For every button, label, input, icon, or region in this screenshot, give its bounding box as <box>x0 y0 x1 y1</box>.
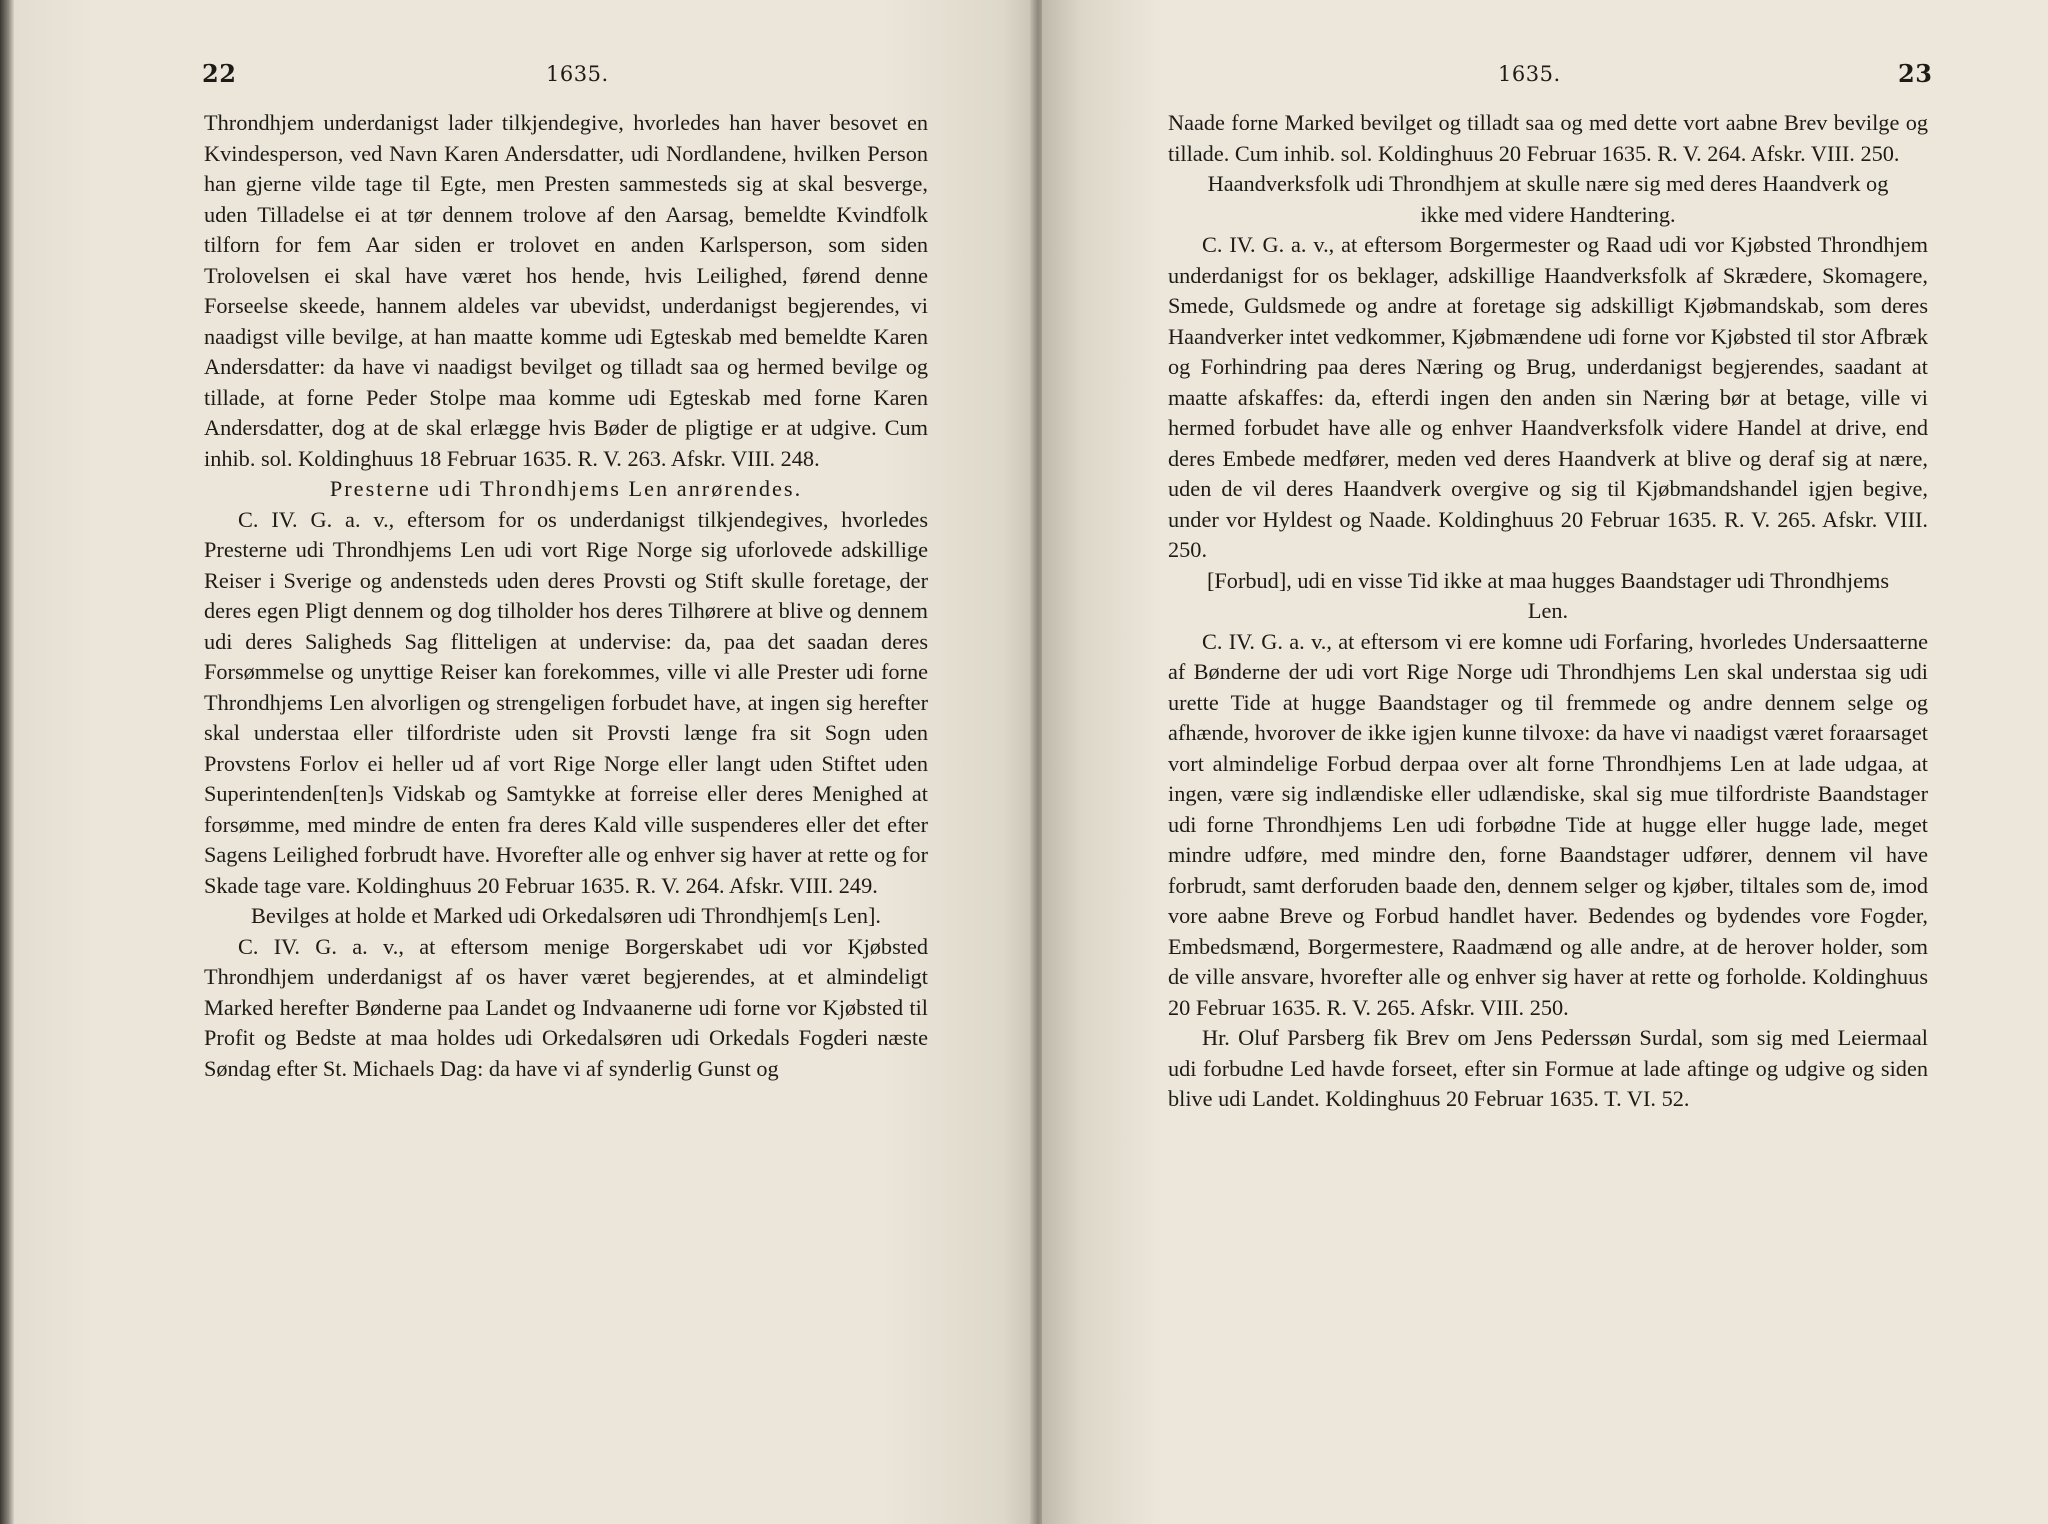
left-page-text <box>204 108 928 1084</box>
paragraph: Hr. Oluf Parsberg fik Brev om Jens Pederssøn Surdal, som sig med Leiermaal udi forbudne Led havde forseet, efter sin Formue at lade aftinge og udgive og siden blive udi Landet. Koldinghuus 20 Februar 1635. T. VI. 52. <box>1168 1025 1928 1111</box>
right-running-head: 1635. <box>1498 62 1561 86</box>
paragraph: Throndhjem underdanigst lader tilkjendegive, hvorledes han haver besovet en Kvindesperson, ved Navn Karen Andersdatter, udi Nordlandene, hvilken Person han gjerne vilde tage til Egte, men Presten sammesteds sig at skal besverge, uden Tilladelse ei at tør dennem trolove af den Aarsag, bemeldte Kvindfolk tilforn for fem Aar siden er trolovet en anden Karlsperson, som siden Trolovelsen ei skal have været hos hende, hvis Leilighed, førend denne Forseelse skeede, hannem aldeles var ubevidst, underdanigst begjerendes, vi naadigst ville bevilge, at han maatte komme udi Egteskab med bemeldte Karen Andersdatter: da have vi naadigst bevilget og tilladt saa og hermed bevilge og tillade, at forne Peder Stolpe maa komme udi Egteskab med forne Karen Andersdatter, dog at de skal erlægge hvis Bøder de pligtige er at udgive. Cum inhib. sol. Koldinghuus 18 Februar 1635. R. V. 263. Afskr. VIII. 248. <box>204 110 928 471</box>
right-page <box>1042 0 2048 1524</box>
paragraph: C. IV. G. a. v., at eftersom Borgermester og Raad udi vor Kjøbsted Throndhjem underdanigst for os beklager, adskillige Haandverksfolk af Skrædere, Skomagere, Smede, Guldsmede og andre at foretage sig adskilligt Kjøbmandskab, som deres Haandverker intet vedkommer, Kjøbmændene udi forne vor Kjøbsted til stor Afbræk og Forhindring paa deres Næring og Brug, underdanigst begjerendes, saadant at maatte afskaffes: da, efterdi ingen den anden sin Næring bør at betage, ville vi hermed forbudet have alle og enhver Haandverksfolk videre Handel at drive, end deres Embede medfører, meden ved deres Haandverk at blive og deraf sig at nære, uden de vil deres Haandverk overgive og sig til Kjøbmandshandel igjen begive, under vor Hyldest og Naade. Koldinghuus 20 Februar 1635. R. V. 265. Afskr. VIII. 250. <box>1168 232 1928 562</box>
section-heading: Bevilges at holde et Marked udi Orkedalsøren udi Throndhjem[s Len]. <box>251 903 881 928</box>
section-heading: Haandverksfolk udi Throndhjem at skulle nære sig med deres Haandverk og ikke med videre Handtering. <box>1207 171 1889 227</box>
paragraph: C. IV. G. a. v., eftersom for os underdanigst tilkjendegives, hvorledes Presterne udi Throndhjems Len udi vort Rige Norge sig uforlovede adskillige Reiser i Sverige og andensteds uden deres Provsti og Stift skulle foretage, der deres egen Pligt dennem og dog tilholder hos deres Tilhørere at blive og dennem udi deres Saligheds Sag flitteligen at undervise: da, paa det saadan deres Forsømmelse og unyttige Reiser kan forekommes, ville vi alle Prester udi forne Throndhjems Len alvorligen og strengeligen forbudet have, at ingen sig herefter skal understaa eller tilfordriste uden sit Provsti længe fra sit Sogn uden Provstens Forlov ei heller ud af vort Rige Norge eller langt uden Stiftet uden Superintenden[ten]s Vidskab og Samtykke at forreise eller deres Menighed at forsømme, med mindre de enten fra deres Kald ville suspenderes eller det efter Sagens Leilighed forbrudt have. Hvorefter alle og enhver sig haver at rette og for Skade tage vare. Koldinghuus 20 Februar 1635. R. V. 264. Afskr. VIII. 249. <box>204 506 928 898</box>
paragraph: Naade forne Marked bevilget og tilladt saa og med dette vort aabne Brev bevilge og tillade. Cum inhib. sol. Koldinghuus 20 Februar 1635. R. V. 264. Afskr. VIII. 250. <box>1168 110 1928 166</box>
section-heading: [Forbud], udi en visse Tid ikke at maa hugges Baandstager udi Throndhjems Len. <box>1206 567 1890 623</box>
section-heading: Presterne udi Throndhjems Len anrørendes. <box>329 476 803 501</box>
right-page-text <box>1168 108 1928 1115</box>
left-page-number: 22 <box>202 59 237 88</box>
book-edge <box>0 0 14 1524</box>
left-page <box>14 0 1034 1524</box>
paragraph: C. IV. G. a. v., at eftersom menige Borgerskabet udi vor Kjøbsted Throndhjem underdanigst af os haver været begjerendes, at et almindeligt Marked herefter Bønderne paa Landet og Indvaanerne udi forne vor Kjøbsted til Profit og Bedste at maa holdes udi Orkedalsøren udi Orkedals Fogderi næste Søndag efter St. Michaels Dag: da have vi af synderlig Gunst og <box>204 933 928 1081</box>
paragraph: C. IV. G. a. v., at eftersom vi ere komne udi Forfaring, hvorledes Undersaatterne af Bønderne der udi vort Rige Norge udi Throndhjems Len skal understaa sig udi urette Tide at hugge Baandstager og til fremmede og andre dennem selge og afhænde, hvorover de ikke igjen kunne tilvoxe: da have vi naadigst været foraarsaget vort almindelige Forbud derpaa over alt forne Throndhjems Len at lade udgaa, at ingen, være sig indlændiske eller udlændiske, skal sig mue tilfordriste Baandstager udi forne Throndhjems Len udi forbødne Tide at hugge eller hugge lade, meget mindre udføre, med mindre den, forne Baandstager udfører, dennem vil have forbrudt, samt derforuden baade den, dennem selger og kjøber, tiltales som de, imod vore aabne Breve og Forbud handlet haver. Bedendes og bydendes vore Fogder, Embedsmænd, Borgermestere, Raadmænd og alle andre, at de herover holder, som de ville ansvare, hvorefter alle og enhver sig haver at rette og forholde. Koldinghuus 20 Februar 1635. R. V. 265. Afskr. VIII. 250. <box>1168 628 1928 1020</box>
right-page-number: 23 <box>1898 59 1933 88</box>
left-running-head: 1635. <box>546 62 609 86</box>
